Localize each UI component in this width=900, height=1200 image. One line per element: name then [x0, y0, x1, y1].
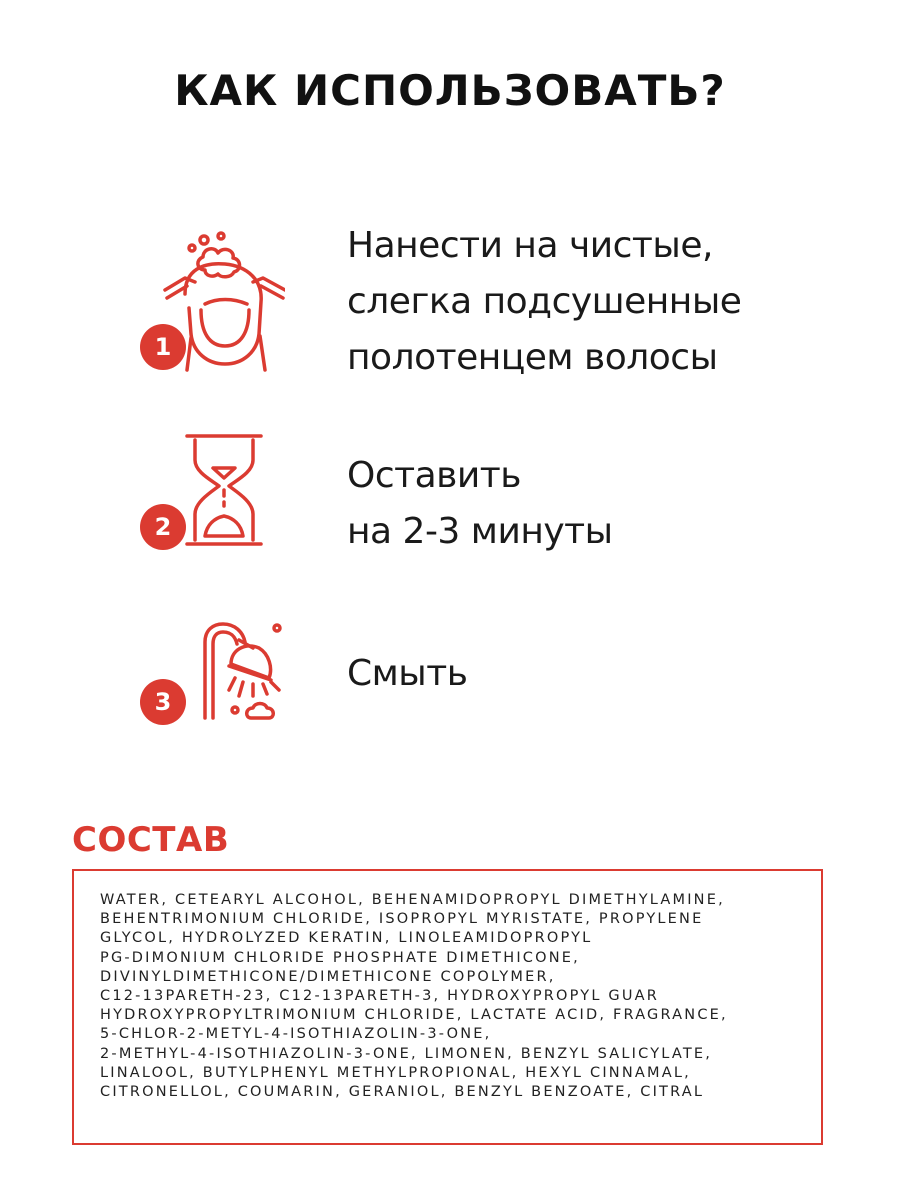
ingredients-line: GLYCOL, HYDROLYZED KERATIN, LINOLEAMIDOPROPYL — [100, 930, 593, 947]
step-line: Смыть — [347, 653, 468, 694]
ingredients-line: PG-DIMONIUM CHLORIDE PHOSPHATE DIMETHICONE, — [100, 949, 580, 966]
page-title: КАК ИСПОЛЬЗОВАТЬ? — [174, 66, 726, 115]
step-text — [347, 218, 867, 386]
composition-title: СОСТАВ — [72, 820, 230, 860]
step-line: Нанести на чистые, — [347, 225, 713, 266]
step-line: на 2-3 минуты — [347, 511, 613, 552]
ingredients-line: HYDROXYPROPYLTRIMONIUM CHLORIDE, LACTATE ACID, FRAGRANCE, — [100, 1007, 728, 1024]
step-line: полотенцем волосы — [347, 337, 718, 378]
step-line: Оставить — [347, 455, 521, 496]
shower-icon — [135, 618, 285, 768]
ingredients-line: WATER, CETEARYL ALCOHOL, BEHENAMIDOPROPYL DIMETHYLAMINE, — [100, 892, 725, 908]
step-text — [347, 646, 867, 702]
step-line: слегка подсушенные — [347, 281, 742, 322]
step-number-badge: 2 — [140, 504, 186, 550]
ingredients-box — [72, 869, 823, 1145]
ingredients-line: CITRONELLOL, COUMARIN, GERANIOL, BENZYL BENZOATE, CITRAL — [100, 1084, 705, 1101]
ingredients-line: LINALOOL, BUTYLPHENYL METHYLPROPIONAL, HEXYL CINNAMAL, — [100, 1064, 691, 1081]
ingredients-line: BEHENTRIMONIUM CHLORIDE, ISOPROPYL MYRISTATE, PROPYLENE — [100, 911, 704, 928]
ingredients-line: C12-13PARETH-23, C12-13PARETH-3, HYDROXYPROPYL GUAR — [100, 988, 660, 1005]
step-text — [347, 448, 867, 560]
ingredients-list — [100, 891, 820, 1102]
hair-wash-icon — [135, 228, 285, 378]
ingredients-line: 2-METHYL-4-ISOTHIAZOLIN-3-ONE, LIMONEN, BENZYL SALICYLATE, — [100, 1045, 713, 1062]
step-number-badge: 1 — [140, 324, 186, 370]
ingredients-line: DIVINYLDIMETHICONE/DIMETHICONE COPOLYMER, — [100, 968, 556, 985]
step-number-badge: 3 — [140, 679, 186, 725]
hourglass-icon — [135, 432, 285, 582]
ingredients-line: 5-CHLOR-2-METYL-4-ISOTHIAZOLIN-3-ONE, — [100, 1026, 492, 1043]
